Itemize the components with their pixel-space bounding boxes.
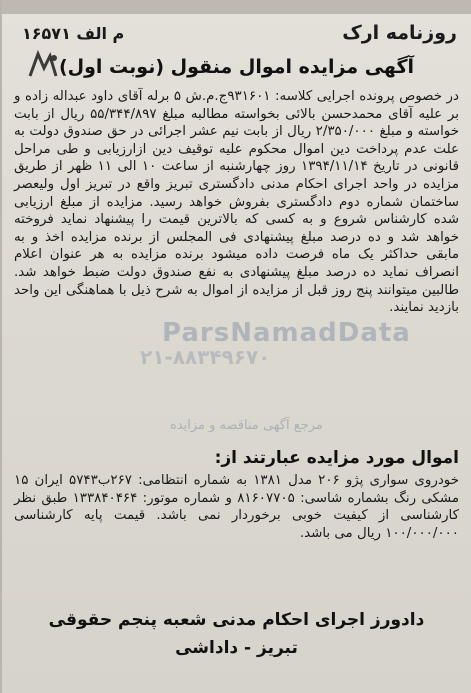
newspaper-name: روزنامه ارک: [342, 22, 457, 44]
signature-title: دادورز اجرای احکام مدنی شعبه پنجم حقوقی: [48, 610, 425, 630]
notice-header: [14, 22, 457, 52]
notice-body: در خصوص پرونده اجرایی کلاسه: ۹۳۱۶۰۱ج.م.ش ۵ برله آقای داود عبداله زاده و بر علیه آقای محمدحسن بالائی بخواسته مطالبه مبلغ ۵۵/۳۴۴/۸۹۷ ریال از بابت خواسته و مبلغ ۲/۳۵۰/۰۰۰ ریال از بابت نیم عشر اجرائی در حق صندوق دولت به علت عدم پرداخت دین اموال محکوم علیه توقیف دین ازارزیابی و طی مراحل قانونی در تاریخ ۱۳۹۴/۱۱/۱۴ روز چهارشنبه از ساعت ۱۰ الی ۱۱ ظهر از طریق مزایده در واحد اجرای احکام مدنی دادگستری تبریز واقع در تبریز اول ولیعصر ساختمان شماره دوم دادگستری بفروش خواهد رسید. مزایده از مبلغ ارزیابی شده کارشناس شروع و به کسی که بالاترین قیمت را پیشنهاد نماید فروخته خواهد شد و ده درصد مبلغ پیشنهادی فی المجلس از برنده مزایده اخذ و به مابقی حداکثر یک ماه فرصت داده میشود برنده مزایده به هر عنوان اعلام انصراف نماید ده درصد مبلغ پیشنهادی به نفع صندوق دولت ضبط خواهد شد. طالبین میتوانند پنج روز قبل از مزایده از اموال به شرح ذیل با هماهنگی این واحد بازدید نمایند.: [14, 89, 459, 316]
torn-top-edge: [2, 0, 471, 14]
items-description: خودروی سواری پژو ۲۰۶ مدل ۱۳۸۱ به شماره انتظامی: ۲۶۷ب۵۷۴۳ ایران ۱۵ مشکی رنگ بشماره شاسی: ۸۱۶۰۷۷۰۵ و شماره موتور: ۱۳۳۸۴۰۴۶۴ طبق نظر کارشناسی از کیفیت خوبی برخوردار نمی باشد. قیمت پایه کارشناسی ۱۰۰/۰۰۰/۰۰۰ ریال می باشد.: [14, 473, 460, 541]
watermark-tagline: مرجع آگهی مناقصه و مزایده: [170, 418, 323, 433]
watermark-phone: ۲۱-۸۸۳۴۹۶۷۰: [140, 345, 271, 369]
items-heading: اموال مورد مزایده عبارتند از:: [214, 448, 459, 468]
issue-number: م الف ۱۶۵۷۱: [22, 24, 125, 43]
signature-block: [22, 606, 451, 662]
watermark-brand: ParsNamadData: [162, 318, 411, 348]
signature-name: تبریز - داداشی: [175, 638, 298, 658]
notice-title: آگهی مزایده اموال منقول (نوبت اول): [58, 56, 415, 78]
